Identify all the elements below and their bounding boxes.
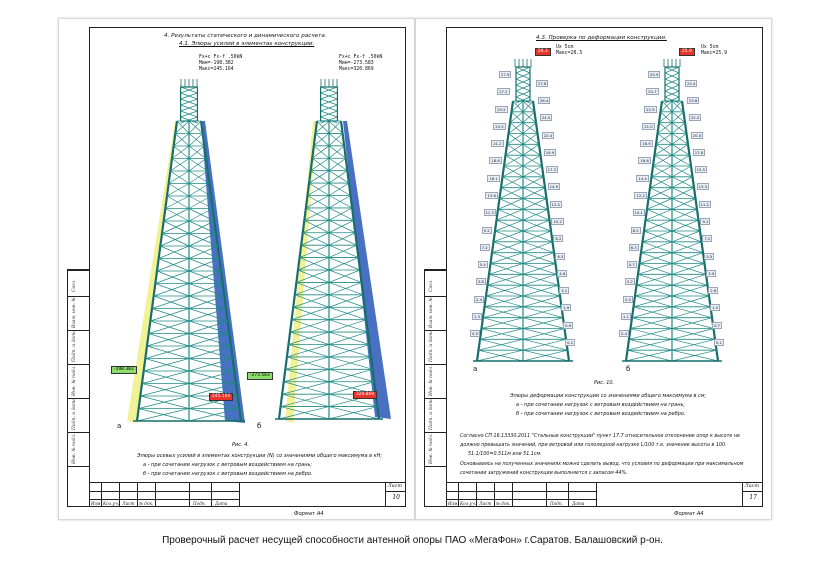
panel-label-a: а	[117, 422, 122, 430]
deformation-value-label: 25.5	[497, 106, 506, 112]
side-label: Согл.	[72, 279, 77, 292]
deformation-value-label: 0.2	[567, 340, 574, 345]
stamp-header: Подп.	[550, 501, 563, 506]
format-label: Формат А4	[294, 511, 324, 517]
title-block	[89, 483, 406, 507]
side-label: Взам. инв. №	[72, 297, 77, 328]
deformation-value-label: 21.2	[493, 141, 502, 147]
deformation-value-label: 17.3	[547, 167, 557, 173]
deformation-value-label: 22.9	[646, 106, 655, 112]
legend-a: Fx+c Fx-f .50kN Mин=-198.382 Mакс=245.164	[199, 55, 243, 72]
side-label: Согл.	[429, 279, 434, 292]
deformation-value-label: 8.2	[555, 236, 562, 242]
deformation-value-label: 10.1	[634, 210, 643, 216]
deformation-value-label: 27.2	[499, 89, 508, 95]
sheet-label: Лист	[744, 484, 759, 489]
deformation-value-label: 18.9	[642, 141, 651, 147]
deformation-value-label: 15.5	[696, 167, 706, 173]
subsection-title: 4.1. Эпюры усилий в элементах конструкции.	[179, 41, 315, 47]
side-stamp-column	[67, 269, 90, 507]
figure-text: Эпюры осевых усилий в элементах конструкции (N) со значениями общего максимума в кН;	[137, 453, 383, 459]
deformation-value-label: 4.7	[628, 262, 635, 268]
figure-item-a: а - при сочетании нагрузок с ветровым воздействием на грань;	[143, 462, 313, 468]
stamp-header: Подп.	[193, 501, 206, 506]
paragraph-conclusion: Основываясь на полученных значениях можно сделать вывод, что условия по деформации при максимальном сочетании загружений конструкции выполняется с запасом 44%.	[460, 462, 744, 476]
figure-text: Эпюры деформации конструкции со значениями общего максимума в см;	[510, 393, 707, 399]
stamp-header: Изм.	[91, 501, 102, 506]
deformation-value-label: 23.5	[495, 123, 504, 129]
deformation-value-label: 27.8	[537, 80, 547, 86]
min-force-label-a: -198.382	[111, 366, 137, 374]
stamp-header: № док.	[496, 501, 511, 506]
deformation-value-label: 22.0	[690, 115, 700, 121]
deformation-value-label: 0.4	[620, 331, 627, 337]
stamp-header: Лист	[479, 501, 492, 506]
page-number: 17	[749, 494, 757, 501]
deformation-value-label: 13.6	[487, 193, 496, 199]
figure-item-a: а - при сочетании нагрузок с ветровым воздействием на грань;	[516, 402, 686, 408]
deformation-value-label: 2.6	[710, 288, 717, 294]
paragraph-norm: Согласно СП 16.13330.2011 "Стальные конструкции" пункт 17.7 относительное отклонение опор к высоте не должно превышать значений, при ветровой или гололедной нагрузке L/100 т.е. значение высоты в 100.	[460, 434, 740, 448]
sheet-page-17	[415, 18, 772, 520]
stamp-header: Дата	[572, 501, 585, 506]
panel-label-b: б	[626, 365, 631, 373]
deformation-value-label: 3.2	[626, 279, 633, 285]
max-force-label-a: 245.164	[209, 393, 233, 401]
side-stamp-column	[424, 269, 447, 507]
title-block	[446, 483, 763, 507]
deformation-value-label: 9.2	[483, 227, 490, 233]
deformation-value-label: 12.2	[636, 193, 645, 199]
max-disp-label-a: 28.3	[535, 48, 551, 56]
deformation-value-label: 5.5	[706, 253, 713, 259]
deformation-value-label: 1.9	[563, 305, 570, 311]
deformation-value-label: 17.8	[694, 149, 704, 155]
side-label: Взам. инв. №	[429, 297, 434, 328]
deformation-value-label: 1.5	[712, 305, 719, 311]
max-force-label-b: 320.869	[353, 391, 377, 399]
stamp-header: Кол.уч.	[460, 501, 477, 506]
paragraph-calc: 51.1/100=0.511м или 51.1см.	[468, 452, 542, 457]
sheet-page-10	[58, 18, 415, 520]
deformation-value-label: 4.6	[559, 270, 566, 276]
deformation-value-label: 23.8	[688, 97, 698, 103]
deformation-value-label: 6.3	[557, 253, 564, 259]
stamp-header: Кол.уч.	[103, 501, 120, 506]
panel-label-a: а	[473, 365, 478, 373]
deformation-value-label: 0.9	[565, 322, 572, 328]
deformation-value-label: 7.2	[704, 236, 711, 242]
deformation-value-label: 25.4	[686, 80, 696, 86]
deformation-value-label: 11.3	[485, 210, 494, 216]
figure-caption: Рис. 10.	[594, 380, 615, 386]
deformation-value-label: 10.2	[553, 218, 562, 224]
deformation-value-label: 7.2	[481, 244, 488, 250]
deformation-value-label: 0.1	[716, 340, 723, 345]
deformation-value-label: 0.5	[471, 331, 478, 337]
panel-label-b: б	[257, 422, 262, 430]
sheet-label: Лист	[387, 484, 402, 489]
legend-b: Uх 5cm Макс=25.9	[701, 45, 727, 56]
min-force-label-b: -273.583	[247, 372, 273, 380]
deformation-value-label: 19.9	[545, 149, 555, 155]
side-label: Инв. № подл.	[429, 433, 434, 464]
document-caption: Проверочный расчет несущей способности антенной опоры ПАО «МегаФон» г.Саратов. Балашовский р-он.	[162, 535, 663, 546]
deformation-value-label: 21.0	[644, 123, 653, 129]
deformation-value-label: 26.4	[539, 97, 549, 103]
stamp-header: Лист	[122, 501, 135, 506]
format-label: Формат А4	[674, 511, 704, 517]
figure-item-b: б - при сочетании нагрузок с ветровым воздействием на ребро.	[516, 411, 686, 417]
deformation-value-label: 24.7	[648, 89, 657, 95]
deformation-value-label: 18.6	[491, 158, 500, 164]
deformation-value-label: 20.0	[692, 132, 702, 138]
deformation-value-label: 9.1	[702, 218, 709, 224]
deformation-value-label: 3.1	[561, 288, 568, 294]
deformation-value-label: 14.9	[549, 184, 559, 190]
legend-a: Uх 5cm Макс=28.3	[556, 45, 582, 56]
deformation-value-label: 25.9	[650, 72, 659, 77]
legend-b: Fx+c Fx-f .50kN Mин=-273.583 Mакс=320.869	[339, 55, 383, 72]
tower-diagram-a	[117, 61, 257, 441]
deformation-value-label: 16.1	[489, 175, 498, 181]
max-disp-label-b: 25.9	[679, 48, 695, 56]
deformation-value-label: 24.5	[541, 115, 551, 121]
deformation-value-label: 16.6	[640, 158, 649, 164]
tower-deformation-b	[606, 61, 746, 401]
deformation-value-label: 22.4	[543, 132, 553, 138]
deformation-value-label: 1.3	[473, 314, 480, 320]
stamp-header: Изм.	[448, 501, 459, 506]
deformation-value-label: 3.8	[477, 279, 484, 285]
deformation-value-label: 2.4	[475, 296, 482, 302]
deformation-value-label: 1.1	[622, 314, 629, 320]
subsection-title: 4.3. Проверка по деформации конструкции.	[536, 35, 667, 41]
deformation-value-label: 13.3	[698, 184, 708, 190]
side-label: Инв. № подл.	[429, 365, 434, 396]
stamp-header: Дата	[215, 501, 228, 506]
tower-diagram-b	[257, 61, 397, 441]
deformation-value-label: 0.7	[714, 322, 721, 328]
section-title: 4. Результаты статического и динамического расчета.	[164, 33, 327, 39]
deformation-value-label: 27.9	[501, 72, 510, 77]
deformation-value-label: 8.2	[632, 227, 639, 233]
side-label: Подп. и дата	[429, 397, 434, 430]
deformation-value-label: 6.3	[630, 244, 637, 250]
side-label: Подп. и дата	[429, 329, 434, 362]
side-label: Инв. № подл.	[72, 365, 77, 396]
stamp-header: № док.	[139, 501, 154, 506]
deformation-value-label: 3.9	[708, 270, 715, 276]
figure-caption: Рис. 4.	[232, 442, 249, 448]
side-label: Подп. и дата	[72, 397, 77, 430]
side-label: Подп. и дата	[72, 329, 77, 362]
side-label: Инв. № подл.	[72, 433, 77, 464]
deformation-value-label: 11.2	[700, 201, 709, 207]
figure-item-b: б - при сочетании нагрузок с ветровым воздействием на ребро.	[143, 471, 313, 477]
deformation-value-label: 5.4	[479, 262, 486, 268]
page-number: 10	[392, 494, 400, 501]
deformation-value-label: 14.4	[638, 175, 647, 181]
deformation-value-label: 12.5	[551, 201, 560, 207]
deformation-value-label: 2.0	[624, 296, 631, 302]
